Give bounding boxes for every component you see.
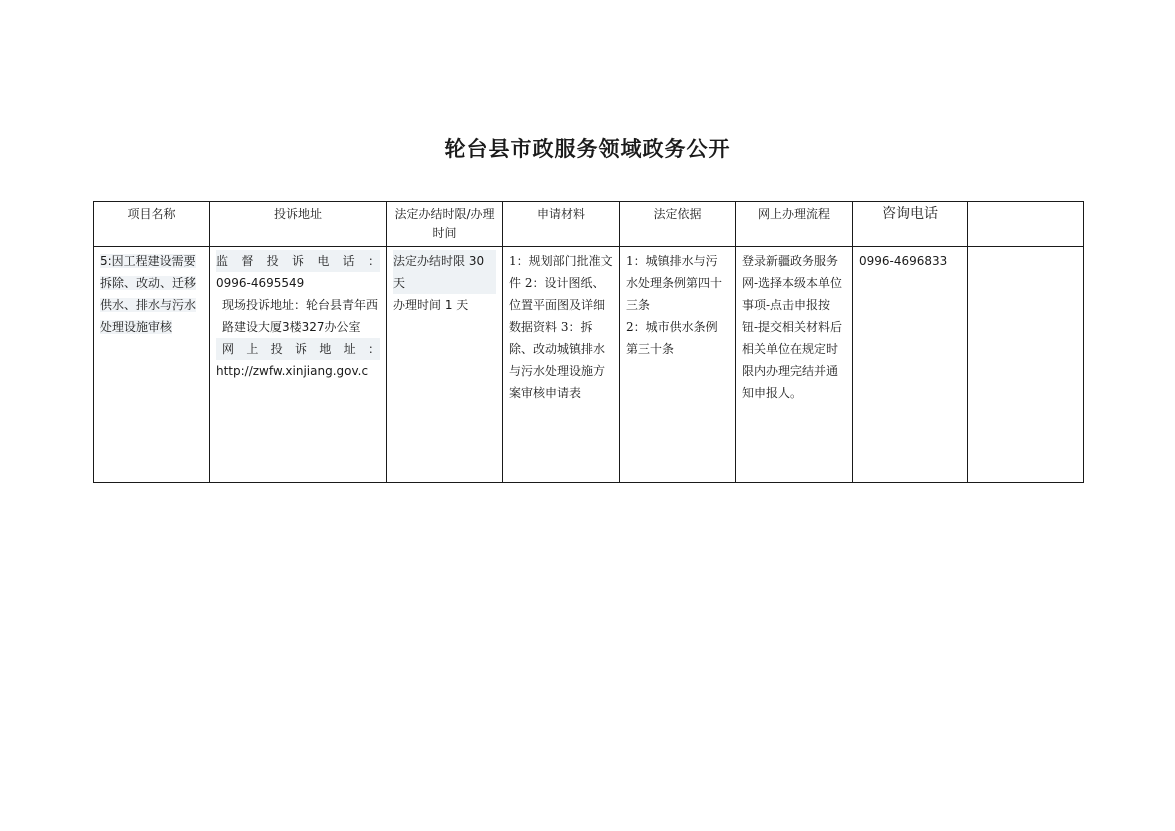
processing-time: 办理时间 1 天 <box>393 298 469 312</box>
header-consult-phone: 咨询电话 <box>853 202 968 247</box>
table-row <box>94 247 1084 483</box>
header-complaint-address: 投诉地址 <box>210 202 387 247</box>
legal-basis-item-2: 2：城市供水条例第三十条 <box>626 320 718 356</box>
complaint-phone: 0996-4695549 <box>216 276 305 290</box>
project-name-text: 5:因工程建设需要拆除、改动、迁移供水、排水与污水处理设施审核 <box>100 254 197 334</box>
header-extra <box>968 202 1084 247</box>
page-title: 轮台县市政服务领域政务公开 <box>444 137 731 161</box>
cell-time-limit <box>387 247 503 483</box>
cell-consult-phone <box>853 247 968 483</box>
materials-text: 1：规划部门批准文件 2：设计图纸、位置平面图及详细数据资料 3：拆除、改动城镇排水与污水处理设施方案审核申请表 <box>509 254 613 400</box>
cell-extra <box>968 247 1084 483</box>
cell-online-process <box>736 247 853 483</box>
service-info-table <box>93 201 1084 483</box>
legal-time-limit: 法定办结时限 30 天 <box>393 250 496 294</box>
table-header-row <box>94 202 1084 247</box>
header-time-limit: 法定办结时限/办理时间 <box>387 202 503 247</box>
online-process-text: 登录新疆政务服务网-选择本级本单位事项-点击申报按钮-提交相关材料后相关单位在规定时限内办理完结并通知申报人。 <box>742 254 843 400</box>
cell-legal-basis <box>620 247 736 483</box>
legal-basis-item-1: 1：城镇排水与污水处理条例第四十三条 <box>626 254 723 312</box>
complaint-online-url: http://zwfw.xinjiang.gov.c <box>216 364 369 378</box>
cell-complaint-address <box>210 247 387 483</box>
consult-phone-text: 0996-4696833 <box>859 254 948 268</box>
header-project-name: 项目名称 <box>94 202 210 247</box>
complaint-phone-label: 监督投诉电话： <box>216 250 380 272</box>
complaint-onsite-address: 现场投诉地址：轮台县青年西路建设大厦3楼327办公室 <box>222 298 379 334</box>
header-legal-basis: 法定依据 <box>620 202 736 247</box>
complaint-online-label: 网上投诉地址： <box>216 338 380 360</box>
cell-materials <box>503 247 620 483</box>
cell-project-name <box>94 247 210 483</box>
header-materials: 申请材料 <box>503 202 620 247</box>
header-online-process: 网上办理流程 <box>736 202 853 247</box>
